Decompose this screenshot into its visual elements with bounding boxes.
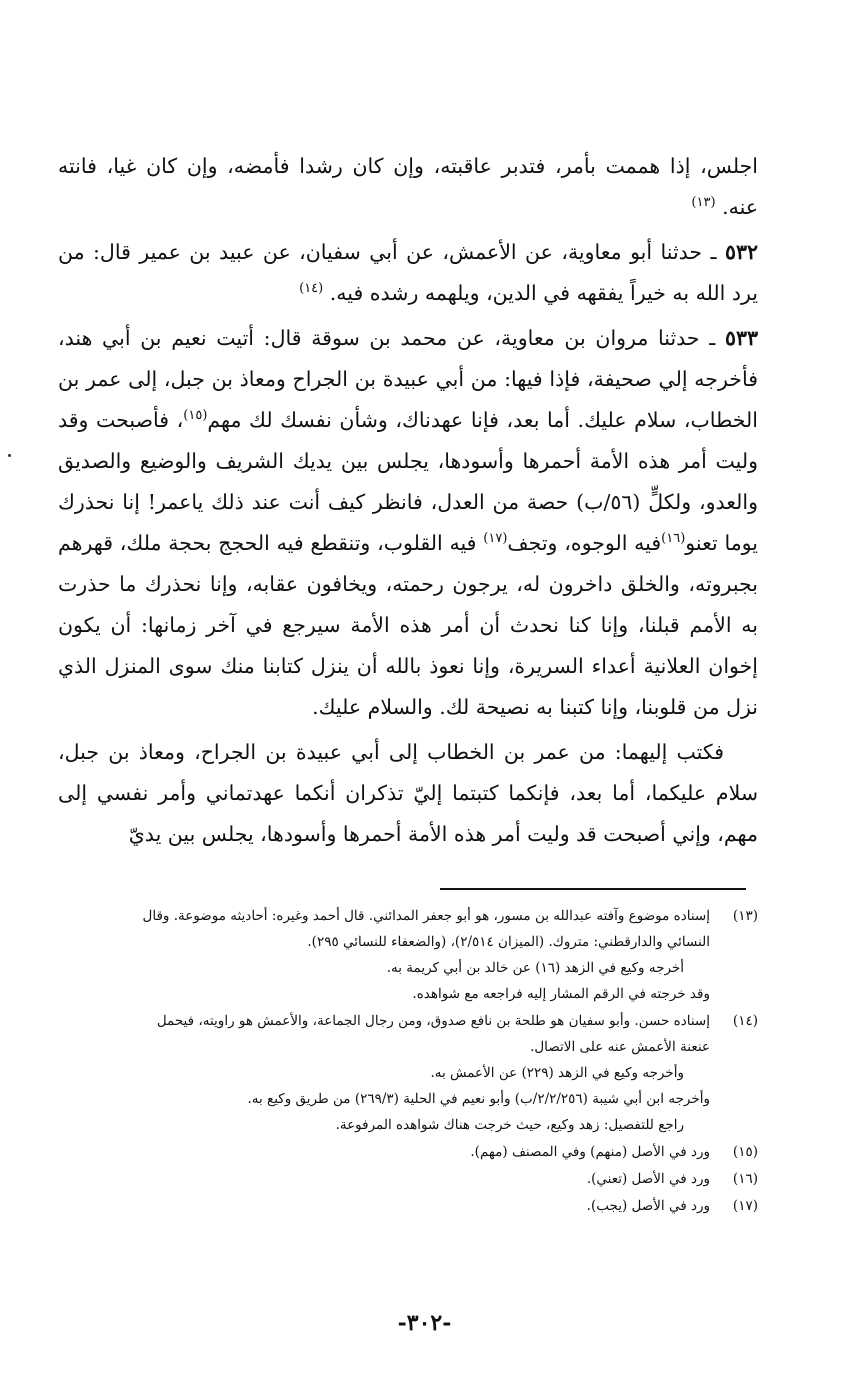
- footnote-text: [58, 903, 710, 1007]
- footnote-item: [58, 1193, 758, 1219]
- footnote-number: (١٦): [732, 1171, 758, 1187]
- footnote-item: [58, 903, 758, 1007]
- footnote-line: ورد في الأصل (يجب).: [586, 1198, 710, 1214]
- paragraph-text: اجلس، إذا هممت بأمر، فتدبر عاقبته، وإن كان رشدا فأمضه، وإن كان غيا، فانته عنه.: [58, 154, 758, 219]
- footnote-text: [58, 1139, 710, 1165]
- hadith-text: ـ حدثنا أبو معاوية، عن الأعمش، عن أبي سفيان، عن عبيد بن عمير قال: من يرد الله به خيراً يفقهه في الدين، ويلهمه رشده فيه.: [58, 240, 758, 305]
- hadith-532: [58, 232, 758, 314]
- footnote-text: [58, 1193, 710, 1219]
- footnote-line: راجع للتفصيل: زهد وكيع، حيث خرجت هناك شواهده المرفوعة.: [335, 1117, 684, 1133]
- footnote-line: إسناده حسن. وأبو سفيان هو طلحة بن نافع صدوق، ومن رجال الجماعة، والأعمش هو راويته، فيحمل: [156, 1013, 710, 1029]
- hadith-text: ، فأصبحت وقد وليت أمر هذه الأمة أحمرها وأسودها، يجلس بين يديك الشريف والوضيع والصديق والعدو، ولكلٍّ (٥٦/ب) حصة من العدل، فانظر كيف أنت عند ذلك ياعمر! إنا نحذرك يوما تعنو: [58, 408, 759, 555]
- reply-paragraph: [58, 732, 758, 855]
- paragraph-text: فكتب إليهما: من عمر بن الخطاب إلى أبي عبيدة بن الجراح، ومعاذ بن جبل، سلام عليكما، أما بعد، فإنكما كتبتما إليّ تذكران أنكما عهدتماني وأمر نفسي إلى مهم، وإني أصبحت قد وليت أمر هذه الأمة أحمرها وأسودها، يجلس بين يديّ: [58, 740, 758, 846]
- margin-mark: [8, 454, 11, 457]
- footnote-line: أخرجه وكيع في الزهد (١٦) عن خالد بن أبي كريمة به.: [386, 960, 684, 976]
- footnotes: [58, 903, 758, 1220]
- footnote-item: [58, 1166, 758, 1192]
- footnote-line: وأخرجه ابن أبي شيبة (٢/٢/٢٥٦/ب) وأبو نعيم في الحلية (٢٦٩/٣) من طريق وكيع به.: [247, 1091, 710, 1107]
- footnote-ref-13[interactable]: (١٣): [691, 195, 716, 211]
- hadith-text: فيه القلوب، وتنقطع فيه الحجج بحجة ملك، قهرهم بجبروته، والخلق داخرون له، يرجون رحمته، ويخافون عقابه، وإنا نحذرك ما حذرت به الأمم قبلنا، وإنا كنا نحدث أن أمر هذه الأمة سيرجع في آخر زمانها: أن يكون إخوان العلانية أعداء السريرة، وإنا نعوذ بالله أن ينزل كتابنا منك سوى المنزل الذي نزل من قلوبنا، وإنا كتبنا به نصيحة لك. والسلام عليك.: [58, 531, 758, 719]
- footnote-separator: [440, 888, 746, 890]
- footnote-line: وقد خرجته في الرقم المشار إليه فراجعه مع شواهده.: [412, 986, 710, 1002]
- footnote-line: النسائي والدارقطني: متروك. (الميزان ٢/٥١٤)، (والضعفاء للنسائي ٢٩٥).: [307, 934, 710, 950]
- footnote-line: ورد في الأصل (منهم) وفي المصنف (مهم).: [470, 1144, 710, 1160]
- footnote-line: ورد في الأصل (تعني).: [586, 1171, 710, 1187]
- footnote-text: [58, 1008, 710, 1138]
- hadith-533: [58, 318, 758, 728]
- hadith-text: ـ حدثنا مروان بن معاوية، عن محمد بن سوقة قال: أتيت نعيم بن أبي هند، فأخرجه إلي صحيفة، فإذا فيها: من أبي عبيدة بن الجراح ومعاذ بن جبل، إلى عمر بن الخطاب، سلام عليك. أما بعد، فإنا عهدناك، وشأن نفسك لك مهم: [58, 326, 758, 432]
- footnote-item: [58, 1139, 758, 1165]
- hadith-number: ٥٣٣: [724, 326, 758, 350]
- footnote-line: إسناده موضوع وآفته عبدالله بن مسور، هو أبو جعفر المدائني. قال أحمد وغيره: أحاديثه موضوعة. وقال: [142, 908, 710, 924]
- hadith-text: فيه الوجوه، وتجف: [507, 531, 662, 555]
- footnote-number: (١٥): [732, 1144, 758, 1160]
- footnote-ref-15[interactable]: (١٥): [183, 408, 208, 424]
- footnote-ref-17[interactable]: (١٧): [483, 531, 508, 547]
- footnote-number: (١٣): [732, 908, 758, 924]
- footnote-item: [58, 1008, 758, 1138]
- paragraph-continuation: [58, 146, 758, 228]
- footnote-text: [58, 1166, 710, 1192]
- footnote-ref-16[interactable]: (١٦): [661, 531, 686, 547]
- footnote-line: وأخرجه وكيع في الزهد (٢٢٩) عن الأعمش به.: [430, 1065, 684, 1081]
- footnote-line: عنعنة الأعمش عنه على الاتصال.: [530, 1039, 710, 1055]
- page-number: -٣٠٢-: [397, 1310, 452, 1336]
- main-text: [58, 146, 758, 859]
- hadith-number: ٥٣٢: [724, 240, 758, 264]
- footnote-ref-14[interactable]: (١٤): [299, 281, 324, 297]
- footnote-number: (١٧): [732, 1198, 758, 1214]
- footnote-number: (١٤): [732, 1013, 758, 1029]
